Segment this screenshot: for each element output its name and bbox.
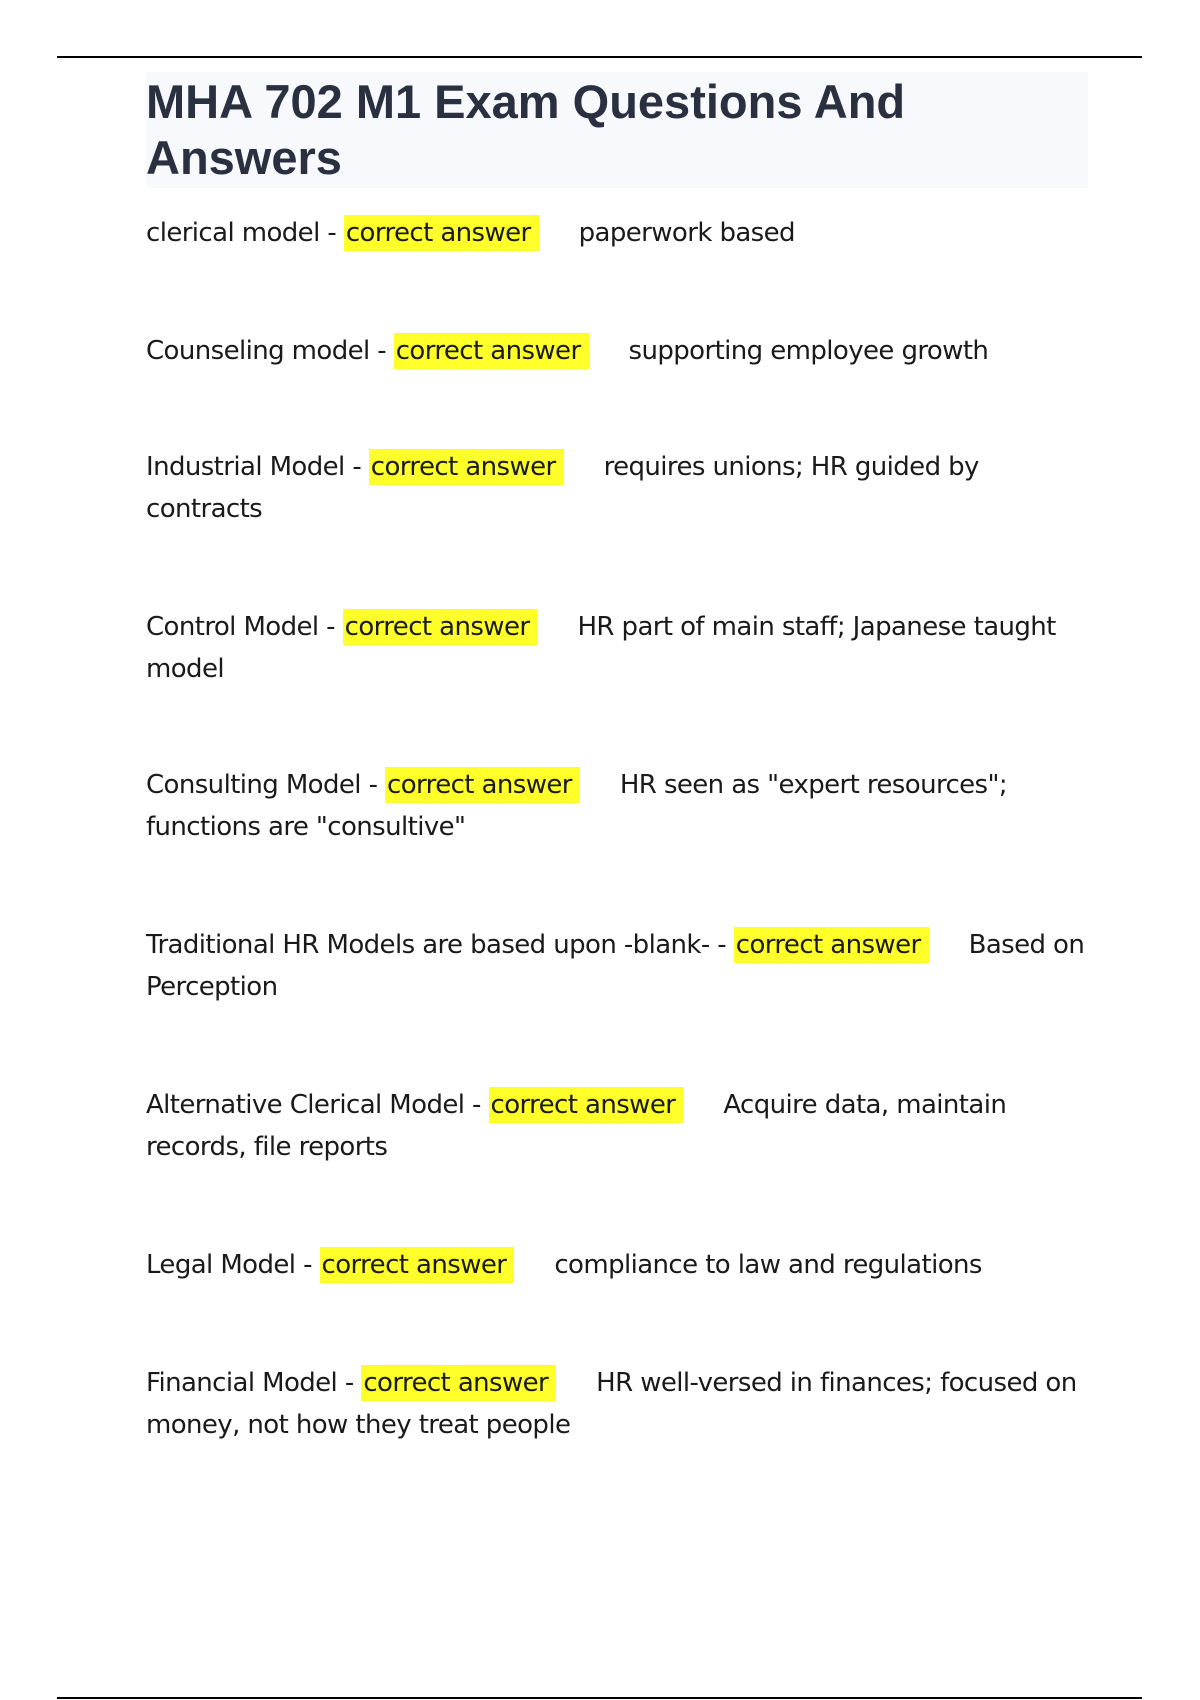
answer-text: paperwork based — [578, 218, 795, 248]
question-text: clerical model - — [146, 218, 337, 248]
answer-highlight: correct answer — [320, 1247, 515, 1283]
answer-highlight: correct answer — [734, 927, 929, 963]
title-block — [146, 72, 1088, 188]
bottom-rule — [57, 1697, 1142, 1699]
answer-text: HR part of main staff; Japanese taught model — [146, 612, 1056, 684]
answer-highlight: correct answer — [385, 767, 580, 803]
qa-item — [146, 212, 1088, 254]
answer-highlight: correct answer — [489, 1087, 684, 1123]
document-body — [146, 72, 1088, 1446]
answer-text: requires unions; HR guided by contracts — [146, 452, 979, 524]
document-title: MHA 702 M1 Exam Questions And Answers — [146, 75, 906, 184]
qa-item — [146, 1362, 1088, 1446]
question-text: Traditional HR Models are based upon -blank- - — [146, 930, 727, 960]
answer-highlight: correct answer — [361, 1365, 556, 1401]
question-text: Financial Model - — [146, 1368, 354, 1398]
answer-highlight: correct answer — [394, 333, 589, 369]
answer-text: compliance to law and regulations — [554, 1250, 982, 1280]
answer-highlight: correct answer — [343, 609, 538, 645]
question-text: Industrial Model - — [146, 452, 362, 482]
qa-item — [146, 1084, 1088, 1168]
qa-item — [146, 330, 1088, 372]
answer-highlight: correct answer — [369, 449, 564, 485]
answer-text: HR seen as "expert resources"; functions are "consultive" — [146, 770, 1008, 842]
qa-item — [146, 446, 1088, 530]
top-rule — [57, 56, 1142, 58]
answer-text: Acquire data, maintain records, file reports — [146, 1090, 1007, 1162]
answer-highlight: correct answer — [344, 215, 539, 251]
question-text: Counseling model - — [146, 336, 387, 366]
answer-text: HR well-versed in finances; focused on money, not how they treat people — [146, 1368, 1077, 1440]
question-text: Legal Model - — [146, 1250, 312, 1280]
question-text: Alternative Clerical Model - — [146, 1090, 481, 1120]
question-text: Control Model - — [146, 612, 335, 642]
qa-item — [146, 924, 1088, 1008]
qa-item — [146, 764, 1088, 848]
answer-text: Based on Perception — [146, 930, 1085, 1002]
question-text: Consulting Model - — [146, 770, 378, 800]
qa-item — [146, 606, 1088, 690]
qa-item — [146, 1244, 1088, 1286]
answer-text: supporting employee growth — [628, 336, 989, 366]
